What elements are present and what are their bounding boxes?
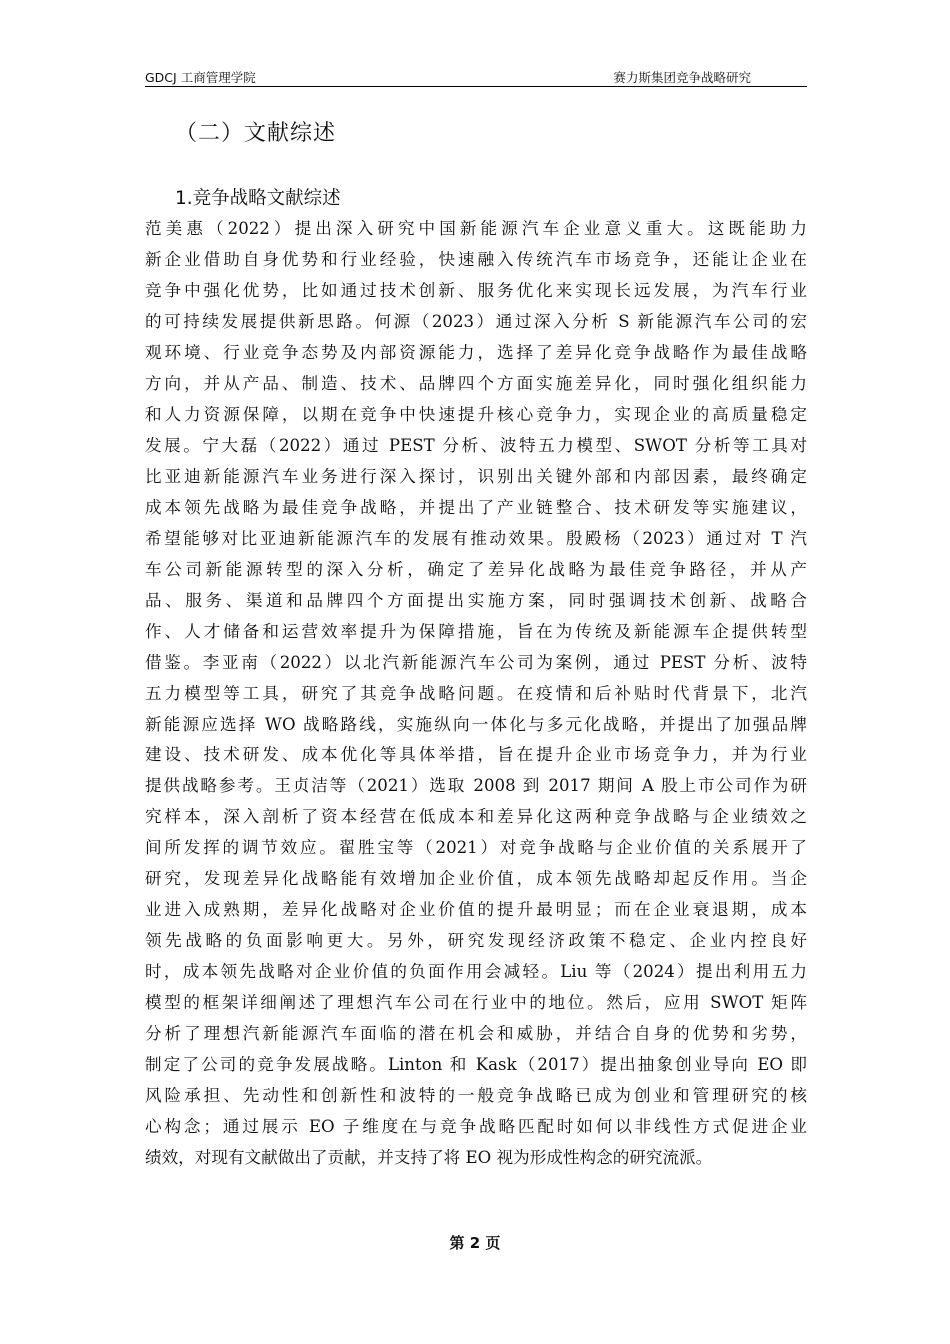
text-line: 方向，并从产品、制造、技术、品牌四个方面实施差异化，同时强化组织能力 [145, 373, 807, 393]
text-line: 新企业借助自身优势和行业经验，快速融入传统汽车市场竞争，还能让企业在 [145, 249, 807, 269]
text-line: 五力模型等工具，研究了其竞争战略问题。在疫情和后补贴时代背景下，北汽 [145, 683, 807, 703]
text-line: 建设、技术研发、成本优化等具体举措，旨在提升企业市场竞争力，并为行业 [145, 745, 807, 765]
text-line: 希望能够对比亚迪新能源汽车的发展有推动效果。殷殿杨（2023）通过对 T 汽 [145, 528, 807, 548]
text-line: 品、服务、渠道和品牌四个方面提出实施方案，同时强调技术创新、战略合 [145, 590, 807, 610]
text-line: 究样本，深入剖析了资本经营在低成本和差异化这两种竞争战略与企业绩效之 [145, 807, 807, 827]
text-line: 提供战略参考。王贞洁等（2021）选取 2008 到 2017 期间 A 股上市公司作为研 [145, 776, 807, 796]
text-line: 制定了公司的竞争发展战略。Linton 和 Kask（2017）提出抽象创业导向 EO 即 [145, 1055, 807, 1075]
text-line: 间所发挥的调节效应。翟胜宝等（2021）对竞争战略与企业价值的关系展开了 [145, 838, 807, 858]
text-line: 作、人才储备和运营效率提升为保障措施，旨在为传统及新能源车企提供转型 [145, 621, 807, 641]
text-line: 领先战略的负面影响更大。另外，研究发现经济政策不稳定、企业内控良好 [145, 931, 807, 951]
text-line: 新能源应选择 WO 战略路线，实施纵向一体化与多元化战略，并提出了加强品牌 [145, 714, 807, 734]
running-header [145, 66, 807, 87]
header-thesis-title: 赛力斯集团竞争战略研究 [613, 70, 751, 85]
text-line: 时，成本领先战略对企业价值的负面作用会减轻。Liu 等（2024）提出利用五力 [145, 962, 807, 982]
text-line: 模型的框架详细阐述了理想汽车公司在行业中的地位。然后，应用 SWOT 矩阵 [145, 993, 807, 1013]
text-line: 范美惠（2022）提出深入研究中国新能源汽车企业意义重大。这既能助力 [145, 219, 807, 238]
body-paragraph [145, 214, 807, 1174]
text-line: 车公司新能源转型的深入分析，确定了差异化战略为最佳竞争路径，并从产 [145, 559, 807, 579]
text-line: 借鉴。李亚南（2022）以北汽新能源汽车公司为案例，通过 PEST 分析、波特 [145, 652, 807, 672]
text-line: 心构念；通过展示 EO 子维度在与竞争战略匹配时如何以非线性方式促进企业 [145, 1117, 807, 1137]
text-line: 和人力资源保障，以期在竞争中快速提升核心竞争力，实现企业的高质量稳定 [145, 404, 807, 424]
text-line: 业进入成熟期，差异化战略对企业价值的提升最明显；而在企业衰退期，成本 [145, 900, 807, 920]
text-line: 竞争中强化优势，比如通过技术创新、服务优化来实现长远发展，为汽车行业 [145, 280, 807, 300]
text-line: 比亚迪新能源汽车业务进行深入探讨，识别出关键外部和内部因素，最终确定 [145, 466, 807, 486]
section-title: （二）文献综述 [175, 121, 337, 146]
text-line: 观环境、行业竞争态势及内部资源能力，选择了差异化竞争战略作为最佳战略 [145, 342, 807, 362]
subsection-title: 1.竞争战略文献综述 [175, 188, 341, 209]
text-line: 成本领先战略为最佳竞争战略，并提出了产业链整合、技术研发等实施建议， [145, 497, 807, 517]
header-institution: GDCJ 工商管理学院 [145, 70, 256, 85]
text-line: 研究，发现差异化战略能有效增加企业价值，成本领先战略却起反作用。当企 [145, 869, 807, 889]
text-line: 的可持续发展提供新思路。何源（2023）通过深入分析 S 新能源汽车公司的宏 [145, 311, 807, 331]
text-line: 发展。宁大磊（2022）通过 PEST 分析、波特五力模型、SWOT 分析等工具对 [145, 435, 807, 455]
text-line: 风险承担、先动性和创新性和波特的一般竞争战略已成为创业和管理研究的核 [145, 1086, 807, 1106]
text-line: 绩效，对现有文献做出了贡献，并支持了将 EO 视为形成性构念的研究流派。 [145, 1148, 713, 1168]
page-number: 第 2 页 [449, 1234, 501, 1252]
text-line: 分析了理想汽新能源汽车面临的潜在机会和威胁，并结合自身的优势和劣势， [145, 1024, 807, 1044]
